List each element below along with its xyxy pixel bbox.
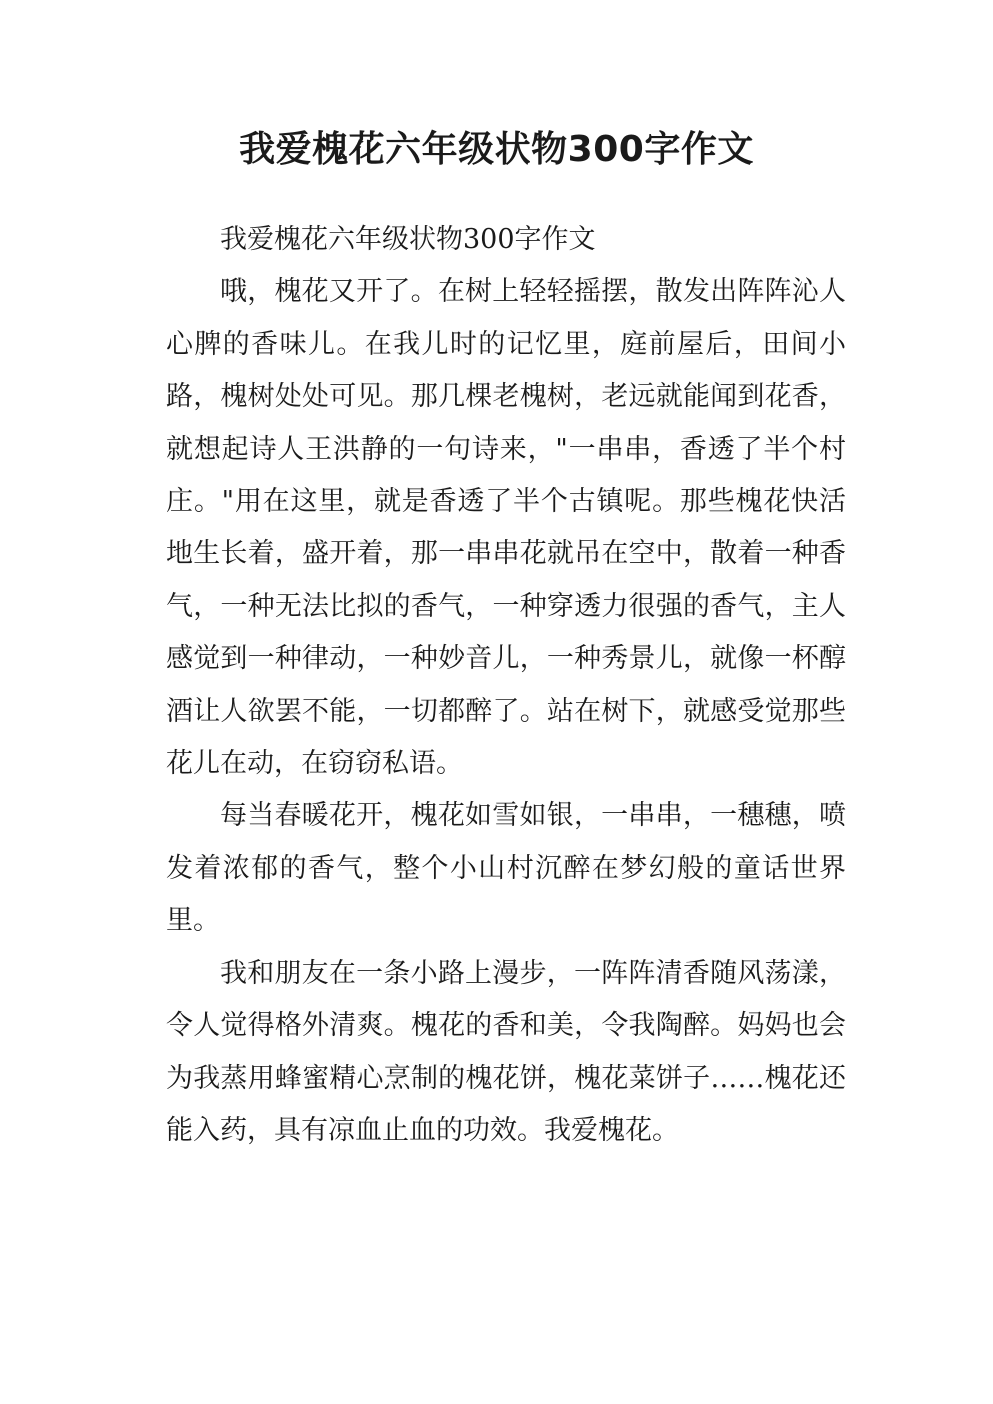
- paragraph: 每当春暖花开，槐花如雪如银，一串串，一穗穗，喷发着浓郁的香气，整个小山村沉醉在梦幻般的童话世界里。: [166, 800, 846, 937]
- subtitle-paragraph: 我爱槐花六年级状物300字作文: [220, 224, 596, 255]
- document-title: 我爱槐花六年级状物300字作文: [239, 129, 754, 170]
- paragraph: 我和朋友在一条小路上漫步，一阵阵清香随风荡漾，令人觉得格外清爽。槐花的香和美，令我陶醉。妈妈也会为我蒸用蜂蜜精心烹制的槐花饼，槐花菜饼子……槐花还能入药，具有凉血止血的功效。我爱槐花。: [166, 957, 846, 1146]
- document-body: [166, 214, 846, 1157]
- paragraph: 哦，槐花又开了。在树上轻轻摇摆，散发出阵阵沁人心脾的香味儿。在我儿时的记忆里，庭前屋后，田间小路，槐树处处可见。那几棵老槐树，老远就能闻到花香，就想起诗人王洪静的一句诗来，"一串串，香透了半个村庄。"用在这里，就是香透了半个古镇呢。那些槐花快活地生长着，盛开着，那一串串花就吊在空中，散着一种香气，一种无法比拟的香气，一种穿透力很强的香气，主人感觉到一种律动，一种妙音儿，一种秀景儿，就像一杯醇酒让人欲罢不能，一切都醉了。站在树下，就感受觉那些花儿在动，在窃窃私语。: [166, 276, 846, 780]
